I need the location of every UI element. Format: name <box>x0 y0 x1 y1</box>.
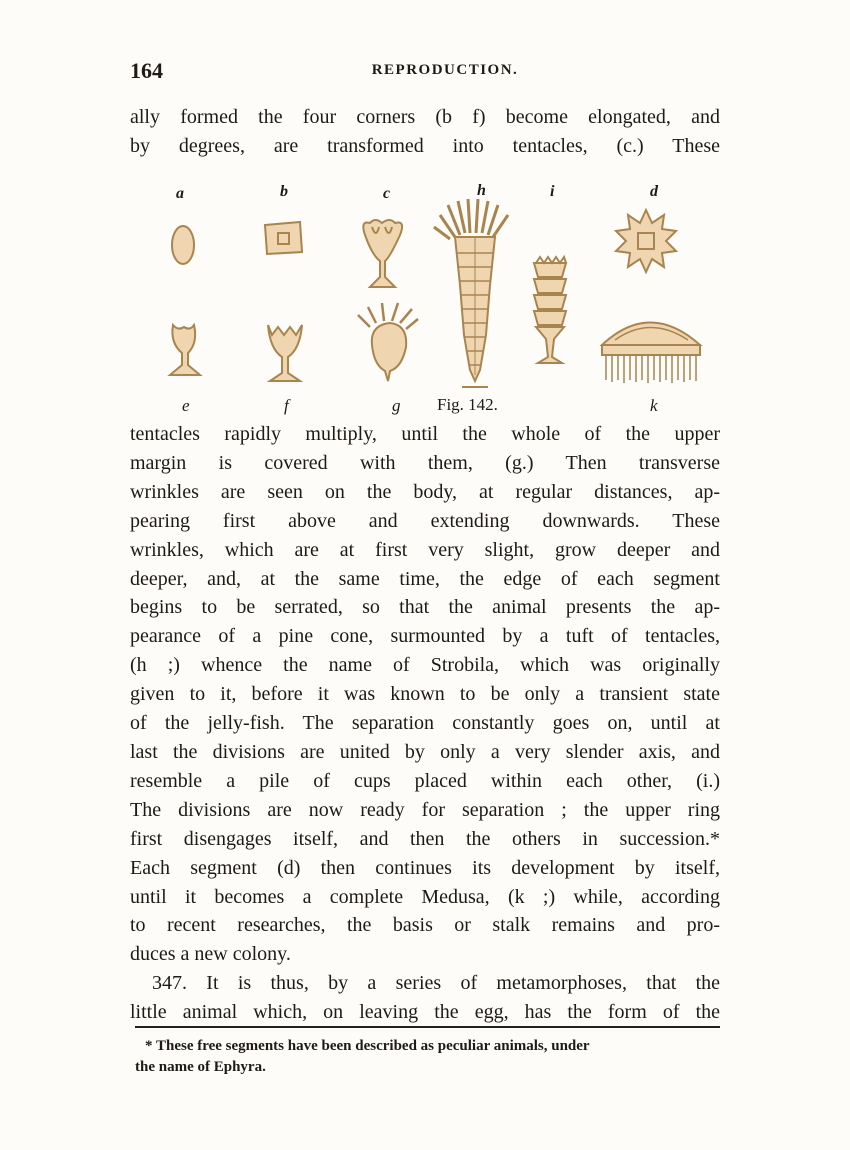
text-line: by degrees, are transformed into tentacles, (c.) These <box>130 134 720 157</box>
text-line: last the divisions are united by only a very slender axis, and <box>130 740 720 763</box>
text-line: deeper, and, at the same time, the edge of each segment <box>130 567 720 590</box>
figure-drawings <box>170 199 700 387</box>
label-a: a <box>176 185 184 202</box>
text-line: ally formed the four corners (b f) become elongated, and <box>130 106 720 128</box>
strobila-icon <box>434 199 508 387</box>
figure-142 <box>150 175 720 415</box>
footnote <box>135 1036 725 1078</box>
body-paragraph <box>130 420 720 1027</box>
text-line: pearance of a pine cone, surmounted by a tuft of tentacles, <box>130 625 720 648</box>
text-line: resemble a pile of cups placed within each other, (i.) <box>130 769 720 792</box>
footnote-line: the name of Ephyra. <box>135 1059 266 1075</box>
text-line: The divisions are now ready for separation ; the upper ring <box>130 798 720 821</box>
text-line: Each segment (d) then continues its development by itself, <box>130 856 720 879</box>
page-number: 164 <box>130 58 163 83</box>
text-line: until it becomes a complete Medusa, (k ;) while, according <box>130 885 720 908</box>
text-line: duces a new colony. <box>130 943 291 966</box>
figure-illustration <box>150 175 720 415</box>
text-line: of the jelly-fish. The separation constantly goes on, until at <box>130 712 720 735</box>
label-k: k <box>650 396 658 415</box>
footnote-rule <box>135 1026 720 1028</box>
text-line: to recent researches, the basis or stalk remains and pro- <box>130 914 720 937</box>
polyp-tentacle-cup-icon <box>363 220 402 287</box>
label-i: i <box>550 183 555 200</box>
paragraph-347-line: 347. It is thus, by a series of metamorphoses, that the <box>152 972 720 995</box>
text-line: begins to be serrated, so that the animal presents the ap- <box>130 596 720 619</box>
polyp-g-icon <box>358 303 418 381</box>
polyp-square-icon <box>265 222 302 254</box>
label-d: d <box>650 183 658 200</box>
text-line: first disengages itself, and then the others in succession.* <box>130 827 720 850</box>
polyp-e-icon <box>170 325 200 375</box>
page-header <box>130 58 720 84</box>
label-h: h <box>477 182 486 199</box>
polyp-egg-icon <box>172 226 194 264</box>
label-f: f <box>284 396 289 415</box>
label-c: c <box>383 185 391 202</box>
text-line: given to it, before it was known to be only a transient state <box>130 683 720 706</box>
polyp-f-icon <box>268 325 302 381</box>
text-line: margin is covered with them, (g.) Then transverse <box>130 451 720 474</box>
text-line: tentacles rapidly multiply, until the whole of the upper <box>130 423 720 445</box>
text-line: wrinkles are seen on the body, at regular distances, ap- <box>130 480 720 503</box>
text-line: (h ;) whence the name of Strobila, which was originally <box>130 654 720 677</box>
label-e: e <box>182 396 190 415</box>
figure-caption: Fig. 142. <box>437 395 498 414</box>
ephyra-star-icon <box>616 210 676 272</box>
medusa-icon <box>602 323 700 384</box>
label-b: b <box>280 183 288 200</box>
text-line: pearing first above and extending downwards. These <box>130 509 720 532</box>
text-line: wrinkles, which are at first very slight, grow deeper and <box>130 538 720 561</box>
cup-pile-icon <box>534 257 566 363</box>
footnote-line: * These free segments have been described as peculiar animals, under <box>145 1038 590 1054</box>
running-head: REPRODUCTION. <box>371 62 519 78</box>
top-paragraph <box>130 103 720 161</box>
label-g: g <box>392 396 401 415</box>
text-line: little animal which, on leaving the egg, has the form of the <box>130 1001 720 1024</box>
